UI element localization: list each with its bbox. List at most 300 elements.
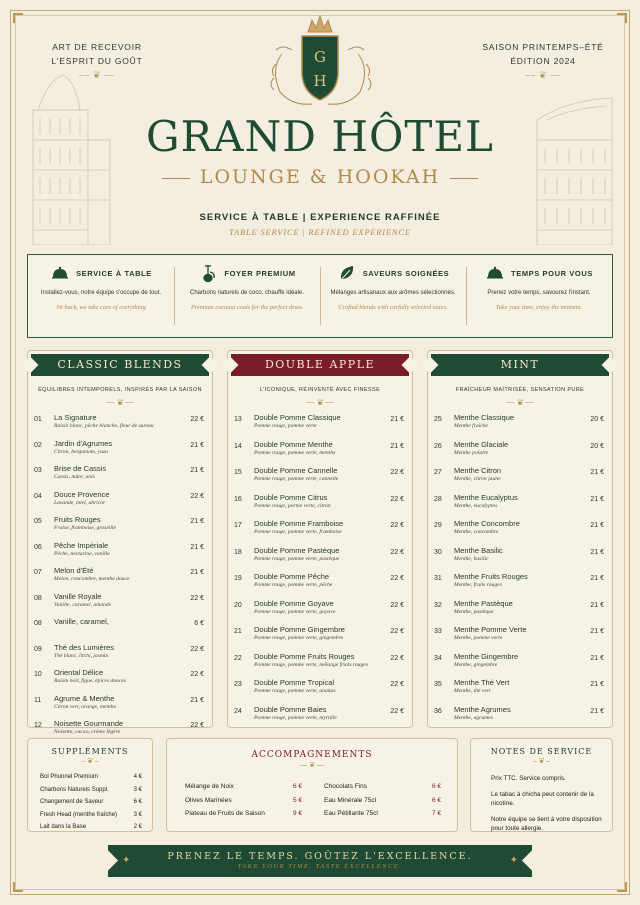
menu-item [234,440,404,467]
item-body [254,625,382,642]
feature-title: FOYER PREMIUM [224,268,296,278]
flourish-icon: ⎯⎯ ❦ ⎯⎯ [306,398,334,407]
supplement-row [40,796,142,809]
crest-logo [252,14,388,110]
item-number: 11 [34,696,42,704]
item-number: 31 [434,575,442,582]
subtitle-dash-right [450,178,478,179]
item-name: Menthe Fruits Rouges [454,572,528,581]
subtitle-dash-left [162,178,190,179]
menu-item [34,413,204,439]
item-number: 15 [234,469,242,476]
item-body [54,566,182,583]
service-line-en: TABLE SERVICE | REFINED EXPERIENCE [229,227,411,237]
item-number: 22 [234,654,242,662]
feature-desc: Mélanges artisanaux aux arômes sélectionnés. [330,290,456,296]
item-body [254,678,382,695]
item-price: 22 € [190,594,204,602]
menu-item [434,413,604,440]
item-body [254,652,382,669]
accompaniments-left [185,780,302,821]
item-price: 6 € [194,620,204,627]
item-desc: Noisette, cacao, crème légère [54,729,121,735]
item-name: Agrume & Menthe [54,693,115,703]
note-line: Le tabac à chicha peut contenir de la nicotine. [491,790,594,807]
menu-item [434,440,604,467]
mint-tagline: FRAÎCHEUR MAÎTRISÉE, SENSATION PURE [455,387,585,393]
item-number: 30 [434,548,442,556]
item-number: 08 [34,620,42,627]
item-body [54,413,182,430]
accompaniment-price: 9 € [292,810,302,817]
item-name: Double Pomme Pastèque [254,545,340,555]
double-apple-column [227,350,413,728]
item-name: Menthe Thé Vert [454,678,510,687]
item-price: 20 € [590,442,604,450]
item-price: 22 € [390,601,404,609]
menu-item [234,493,404,520]
menu-item [34,541,204,567]
item-body [454,705,582,722]
item-desc: Menthe, agrumes [454,714,493,721]
menu-item [34,490,204,516]
item-name: Double Pomme Cannelle [254,466,338,475]
item-price: 21 € [590,601,604,609]
menu-item [34,668,204,694]
classic-list [34,413,204,745]
item-price: 21 € [190,441,204,449]
item-number: 36 [434,707,442,715]
feature-desc: Installez-vous, notre équipe s'occupe de tout. [40,290,162,296]
item-body [54,719,182,736]
menu-item [234,546,404,573]
menu-item [434,519,604,546]
item-name: Double Pomme Menthe [254,439,333,449]
supplement-name: Changement de Saveur [40,799,104,805]
item-number: 07 [34,569,42,576]
accompaniment-price: 7 € [431,810,441,817]
item-body [54,668,182,685]
menu-item [34,439,204,465]
item-desc: Cassis, mûre, anis [54,474,95,480]
menu-item [434,572,604,599]
footer-banner [108,845,532,877]
item-desc: Pomme rouge, pomme verte, gingembre [254,635,344,641]
accompaniment-row [324,807,441,821]
item-name: Thé des Lumières [54,642,115,652]
corner-ornament [13,13,23,23]
item-desc: Menthe, thé vert [454,688,491,694]
tagline-left-line-2: L'ESPRIT DU GOÛT [51,56,143,66]
item-desc: Pomme rouge, pomme verte, ananas [254,688,336,694]
item-price: 21 € [590,575,604,582]
tagline-right-line-2: ÉDITION 2024 [510,56,576,66]
item-price: 22 € [390,654,404,662]
item-number: 33 [434,628,442,635]
item-name: Melon d'Été [54,566,94,575]
item-price: 22 € [390,469,404,476]
item-price: 21 € [190,543,204,551]
item-desc: Pomme rouge, pomme verte, mélange fruits rouges [254,661,368,668]
item-name: Menthe Agrumes [454,704,511,714]
item-price: 21 € [590,628,604,635]
leaf-icon [337,263,357,283]
accompaniments-box [166,738,458,832]
item-number: 10 [34,671,42,678]
item-body [454,625,582,642]
feature-time [466,255,612,337]
flourish-icon: ⎯⎯ ❦ ⎯⎯ [79,70,115,80]
accompaniments-grid [167,770,457,821]
item-desc: Vanille, caramel, amande [54,601,112,608]
double-apple-title: DOUBLE APPLE [231,354,409,376]
item-desc: Pomme rouge, pomme verte, goyave [254,608,336,615]
item-desc: Menthe, concombre [454,529,499,535]
feature-title: TEMPS POUR VOUS [511,268,593,278]
tagline-left-line-1: ART DE RECEVOIR [52,42,142,52]
item-body [454,546,582,563]
feature-desc-en: Take your time, enjoy the moment. [495,304,583,311]
item-number: 01 [34,416,42,423]
item-price: 21 € [590,548,604,556]
accompaniment-name: Mélange de Noix [185,783,234,790]
item-number: 04 [34,492,42,500]
item-price: 22 € [190,722,204,729]
menu-item [434,652,604,679]
menu-item [34,464,204,490]
item-number: 20 [234,601,242,609]
menu-item [434,546,604,573]
corner-ornament [13,882,23,892]
item-name: Jardin d'Agrumes [54,438,113,448]
menu-item [34,515,204,541]
item-desc: Pomme rouge, pomme verte, pêche [254,582,333,588]
item-name: Noisette Gourmande [54,719,124,728]
item-number: 09 [34,645,42,653]
item-name: Double Pomme Fruits Rouges [254,651,355,661]
item-name: Double Pomme Pêche [254,572,330,581]
apple-tagline: L'ICONIQUE, RÉINVENTÉ AVEC FINESSE [259,387,381,393]
feature-service [28,255,174,337]
item-name: Menthe Classique [454,413,515,422]
supplement-name: Lait dans la Base [40,824,87,830]
feature-desc-en: Sit back, we take care of everything [56,304,146,311]
item-price: 21 € [190,696,204,704]
item-number: 26 [434,442,442,450]
item-name: Double Pomme Goyave [254,598,334,608]
supplement-price: 3 € [133,786,142,793]
menu-item [434,493,604,520]
item-desc: Raisin blanc, pêche blanche, fleur de sureau [54,423,154,429]
accompaniment-name: Olives Marinées [185,796,232,804]
flourish-icon: ⎯⎯ ❦ ⎯⎯ [525,70,561,80]
item-number: 29 [434,522,442,529]
menu-item [34,617,204,643]
accompaniment-row [324,794,441,808]
item-price: 21 € [390,442,404,450]
item-number: 12 [34,722,42,729]
accompaniment-name: Chocolats Fins [324,783,367,790]
item-price: 21 € [190,467,204,474]
item-number: 21 [234,628,242,635]
item-desc: Pêche, nectarine, vanille [54,550,110,557]
supplement-row [40,821,142,834]
item-desc: Pomme rouge, porme verte, citron [254,502,331,509]
item-desc: Melon, concombre, menthe douce [54,576,130,582]
item-number: 17 [234,522,242,529]
item-number: 27 [434,469,442,476]
item-number: 06 [34,543,42,551]
item-body [454,599,582,616]
supplements-title: SUPPLÉMENTS [51,747,129,756]
supplement-price: 3 € [133,811,142,818]
feature-desc-en: Premium coconut coals for the perfect draw. [190,304,304,311]
item-number: 24 [234,707,242,715]
item-number: 18 [234,548,242,556]
page-subtitle [0,166,640,188]
item-body [454,652,582,669]
item-name: Menthe Concombre [454,519,520,528]
item-price: 21 € [590,654,604,662]
item-desc: Citron vert, orange, menthe [54,703,117,710]
supplement-name: Fresh Head (menthe fraîche) [40,811,118,818]
item-body [54,617,182,626]
star-icon: ✦ [509,855,518,866]
menu-item [34,694,204,720]
item-price: 22 € [390,628,404,635]
item-name: Menthe Pastèque [454,598,513,608]
menu-item [234,519,404,546]
supplement-name: Bol Phunnel Premium [40,774,99,780]
page-title: GRAND HÔTEL [146,112,494,161]
item-desc: Menthe, gingembre [454,661,498,668]
supplement-row [40,784,142,797]
item-body [54,515,182,532]
feature-title: SERVICE À TABLE [76,268,152,278]
item-name: Menthe Gingembre [454,651,519,661]
item-name: Double Pomme Framboise [254,519,344,528]
item-desc: Menthe, pastèque [454,608,494,615]
supplement-price: 2 € [133,824,142,830]
item-desc: Raisin noir, figue, épices douces [54,678,127,684]
classic-blends-column [27,350,213,735]
menu-item [234,652,404,679]
mint-column [427,350,613,728]
item-desc: Pomme rouge, pomme verte, framboise [254,529,342,535]
item-number: 08 [34,594,42,602]
menu-item [234,705,404,732]
footer-slogan-en: TAKE YOUR TIME. TASTE EXCELLENCE. [237,863,403,870]
item-price: 21 € [590,469,604,476]
tagline-right [468,40,618,82]
item-name: Double Pomme Gingembre [254,625,345,634]
item-price: 22 € [390,575,404,582]
menu-item [434,466,604,493]
item-price: 22 € [190,671,204,678]
item-number: 03 [34,467,42,474]
item-body [254,440,382,457]
item-name: Menthe Basilic [454,545,503,555]
corner-ornament [617,13,627,23]
item-desc: Pomme rouge, pomme verte [254,423,317,429]
item-price: 22 € [390,707,404,715]
item-body [254,599,382,616]
accompaniment-price: 6 € [292,783,302,790]
features-panel [27,254,613,338]
item-body [454,440,582,457]
item-body [254,413,382,430]
mint-title: MINT [431,354,609,376]
item-body [254,572,382,589]
accompaniment-row [185,807,302,821]
supplement-price: 4 € [133,774,142,780]
flourish-icon: ⎯⎯ ❦ ⎯⎯ [300,761,324,769]
item-price: 20 € [590,416,604,423]
supplement-price: 6 € [133,799,142,805]
item-price: 22 € [190,416,204,423]
accompaniment-name: Plateau de Fruits de Saison [185,810,265,817]
hookah-icon [198,263,218,283]
item-desc: Lavande, miel, abricot [54,499,105,506]
menu-item [234,572,404,599]
menu-columns [27,350,613,735]
accompaniment-price: 6 € [431,796,441,804]
item-price: 22 € [390,548,404,556]
item-number: 32 [434,601,442,609]
menu-item [434,625,604,652]
accompaniments-title: ACCOMPAGNEMENTS [251,750,373,760]
item-name: Menthe Pomme Verte [454,625,527,634]
item-body [54,464,182,481]
item-name: Vanille, caramel, [54,617,109,626]
item-body [254,705,382,722]
item-desc: Pomme rouge, pomme verte, myrtille [254,714,337,721]
feature-premium [174,255,320,337]
menu-item [234,466,404,493]
item-number: 28 [434,495,442,503]
item-name: Vanille Royale [54,591,102,601]
feature-desc-en: Crafted blends with carfully selected notes. [338,304,448,311]
item-body [54,643,182,660]
corner-ornament [617,882,627,892]
note-line: Prix TTC. Service compris. [491,775,566,782]
item-body [54,490,182,507]
item-name: Menthe Glaciale [454,439,509,449]
item-price: 21 € [590,707,604,715]
item-price: 21 € [190,518,204,525]
item-number: 19 [234,575,242,582]
item-number: 16 [234,495,242,503]
item-price: 22 € [390,681,404,688]
monogram-h: H [313,72,327,90]
item-price: 21 € [590,681,604,688]
item-desc: Menthe, basilic [454,555,489,562]
accompaniment-row [324,780,441,794]
supplements-box [27,738,153,832]
item-body [454,413,582,430]
item-desc: Pomme rouge, pomme verte, pastèque [254,555,340,562]
item-body [254,519,382,536]
item-price: 22 € [390,522,404,529]
item-price: 21 € [390,416,404,423]
item-body [54,541,182,558]
item-name: Menthe Eucalyptus [454,492,518,502]
item-desc: Menthe polaire [454,449,489,456]
item-desc: Fraise, framboise, groseille [54,525,116,531]
item-name: Fruits Rouges [54,515,101,524]
tagline-right-line-1: SAISON PRINTEMPS–ÉTÉ [482,42,604,52]
accompaniment-row [185,794,302,808]
classic-tagline: ÉQUILIBRES INTEMPORELS, INSPIRÉS PAR LA SAISON [38,387,202,393]
menu-item [234,599,404,626]
item-name: Douce Provence [54,489,110,499]
item-name: Pêche Impériale [54,540,109,550]
item-price: 22 € [390,495,404,503]
item-number: 02 [34,441,42,449]
accompaniment-price: 5 € [292,796,302,804]
flourish-icon: ⎯⎯ ❦ ⎯⎯ [506,398,534,407]
item-body [454,466,582,483]
item-price: 22 € [190,492,204,500]
item-price: 21 € [190,569,204,576]
item-number: 05 [34,518,42,525]
menu-item [34,592,204,618]
cloche-icon [50,263,70,283]
accompaniment-name: Eau Pétillante 75cl [324,810,378,817]
note-line: Notre équipe se tient à votre disposition pour toute allergie. [491,815,602,832]
item-desc: Thé blanc, litchi, jasmin [54,652,109,659]
feature-desc: Prenez votre temps, savourez l'instant. [487,290,591,296]
item-name: Double Pomme Baies [254,704,327,714]
supplement-name: Charbons Naturels Suppl. [40,786,109,793]
item-name: La Signature [54,413,97,422]
item-body [454,493,582,510]
item-desc: Pomme rouge, pomme verte, menthe [254,449,336,456]
item-body [454,519,582,536]
item-name: Double Pomme Tropical [254,678,335,687]
footer-slogan-fr: PRENEZ LE TEMPS. GOÛTEZ L'EXCELLENCE. [167,851,473,862]
item-number: 35 [434,681,442,688]
item-desc: Menthe fraîche [454,423,489,429]
item-price: 21 € [590,522,604,529]
accompaniments-right [324,780,441,821]
item-price: 21 € [590,495,604,503]
item-desc: Menthe, pomme verte [454,635,503,641]
menu-item [234,678,404,705]
monogram-g: G [314,48,326,66]
item-name: Menthe Citron [454,466,502,475]
flourish-icon: ⎯ ❦ ⎯ [533,757,550,765]
item-name: Double Pomme Citrus [254,492,328,502]
mint-list [434,413,604,731]
menu-item [34,643,204,669]
flourish-icon: ⎯⎯ ❦ ⎯⎯ [106,398,134,407]
menu-item [34,566,204,592]
tagline-left [22,40,172,82]
notes-title: NOTES DE SERVICE [490,747,593,756]
supplement-row [40,771,142,784]
item-body [454,678,582,695]
item-name: Double Pomme Classique [254,413,341,422]
feature-title: SAVEURS SOIGNÉES [362,268,450,278]
item-name: Oriental Délice [54,668,104,677]
item-price: 22 € [190,645,204,653]
flourish-icon: ⎯ ❦ ⎯ [81,757,99,765]
subtitle-text: LOUNGE & HOOKAH [199,166,441,188]
item-body [54,694,182,711]
accompaniment-price: 6 € [431,783,441,790]
menu-item [234,413,404,440]
